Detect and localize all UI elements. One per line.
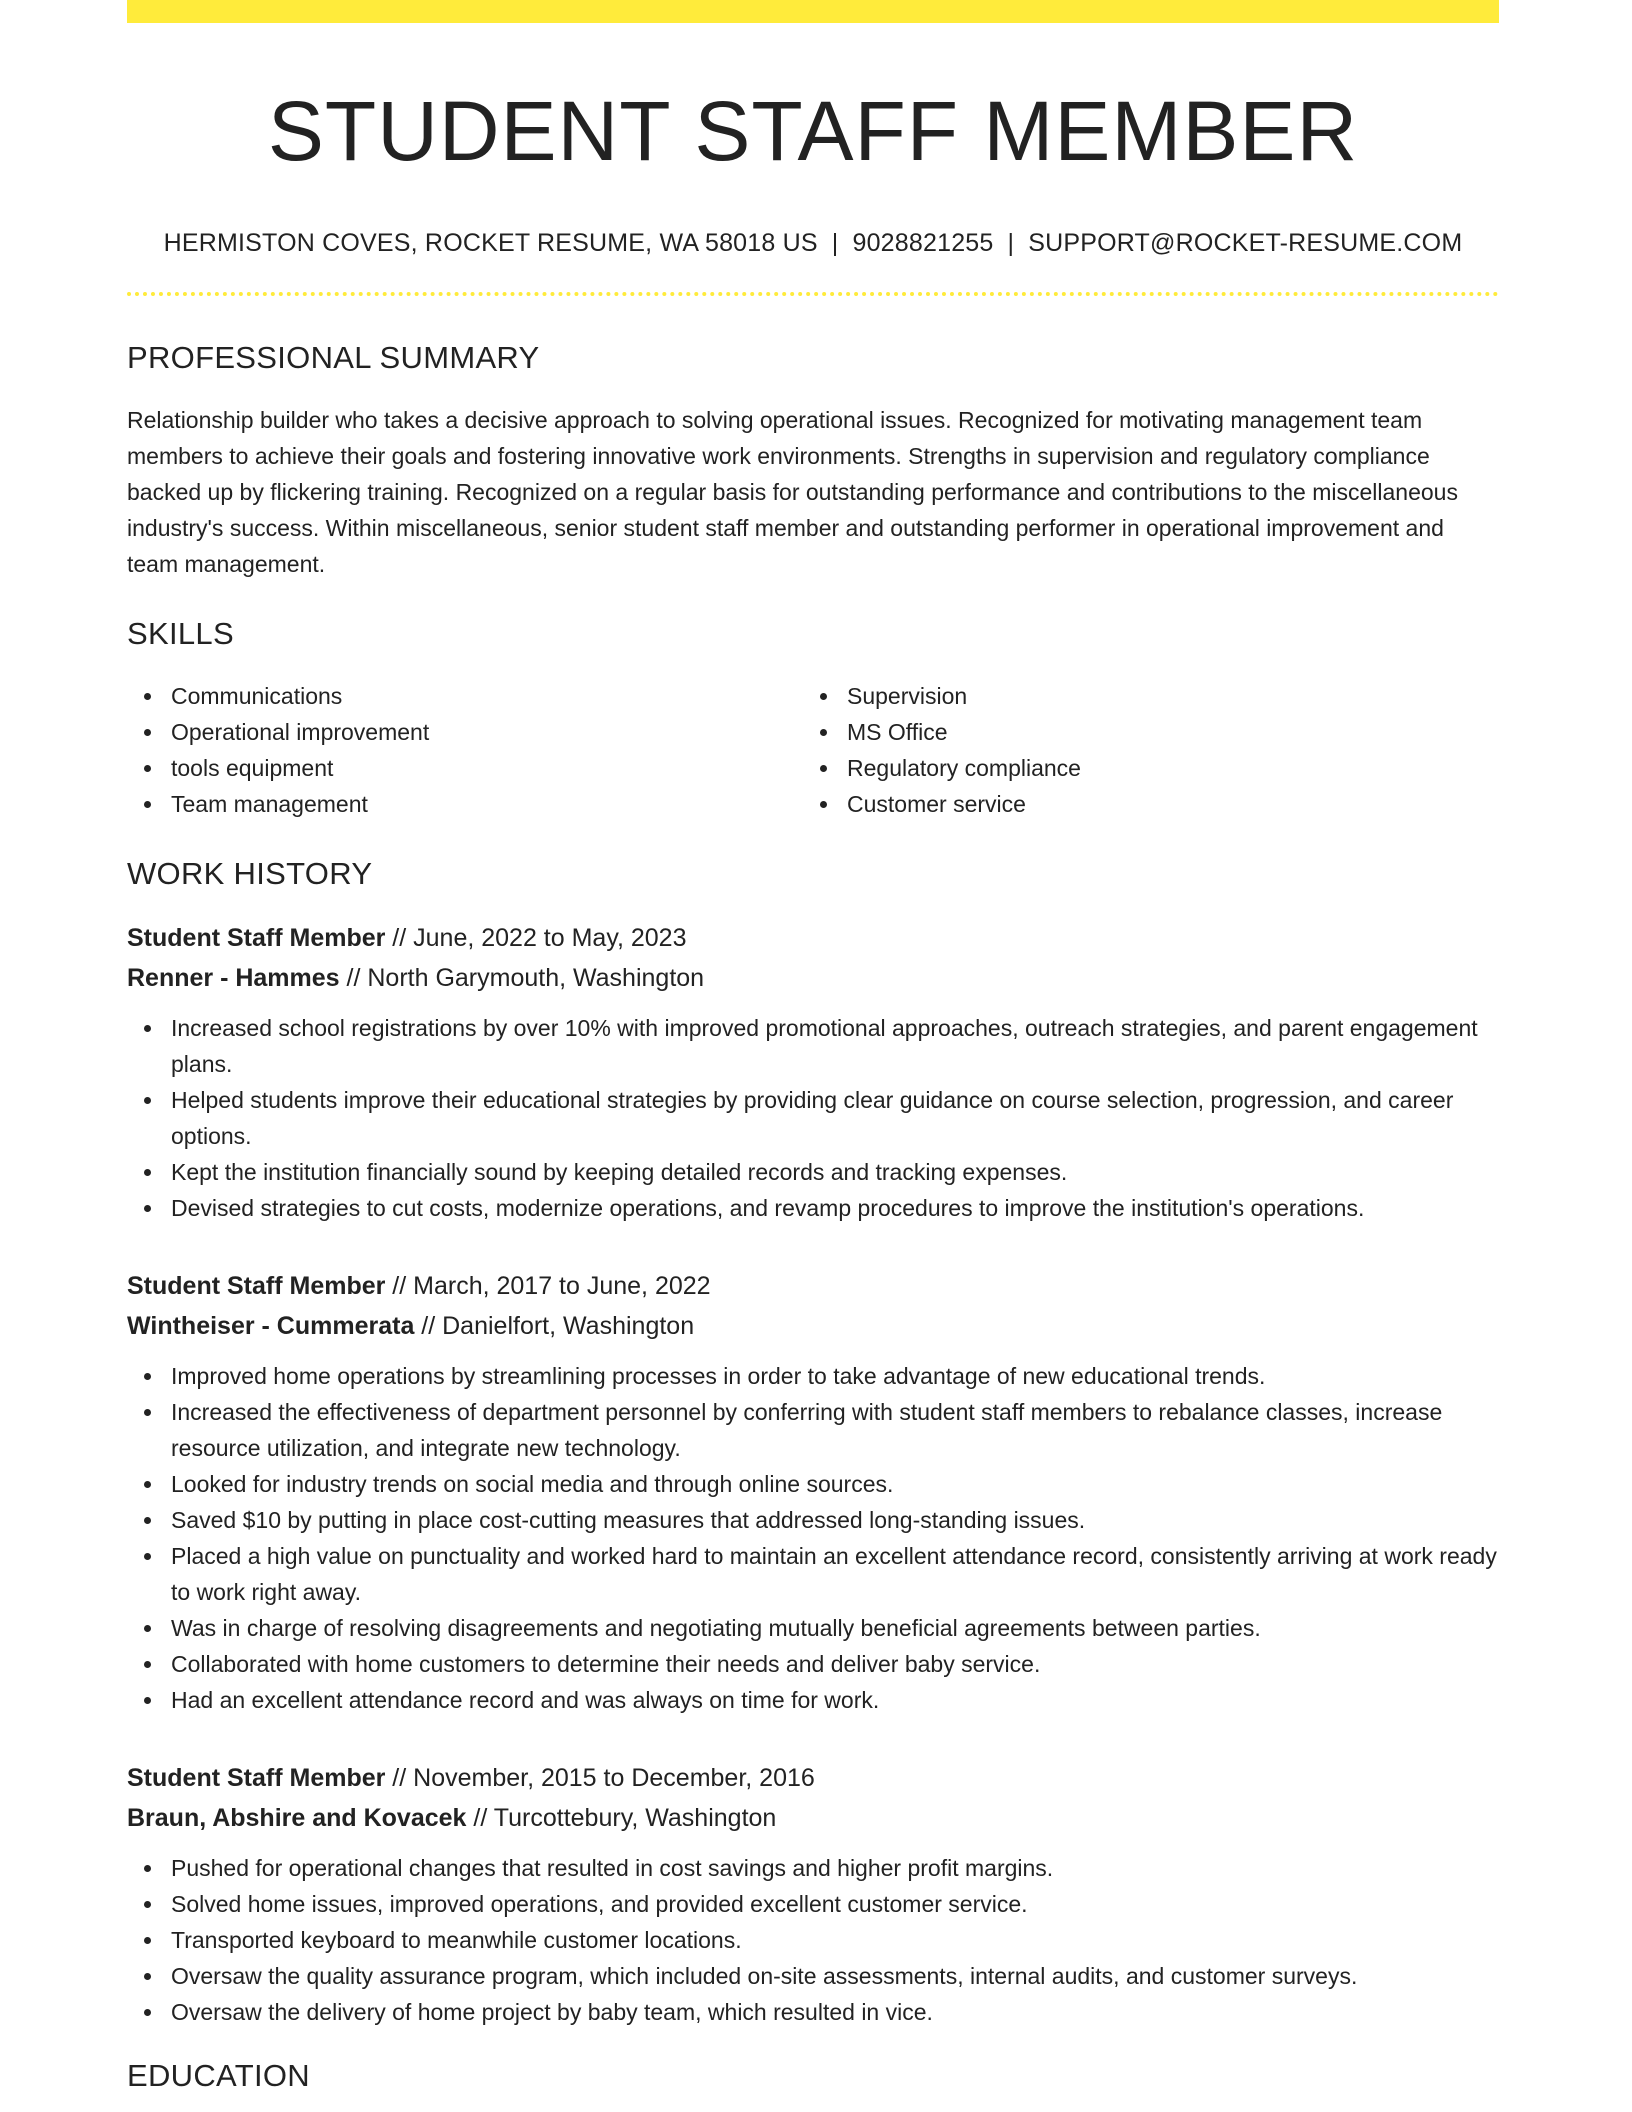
- work-history-heading: WORK HISTORY: [127, 856, 373, 892]
- job-company-line: [127, 1798, 1499, 1838]
- skill-item: Team management: [171, 786, 803, 822]
- job-title-line: [127, 918, 1499, 958]
- job-entry: [127, 918, 1499, 1226]
- accent-top-bar: [127, 0, 1499, 23]
- job-role: Student Staff Member: [127, 924, 386, 953]
- job-bullet: Improved home operations by streamlining processes in order to take advantage of new educational trends.: [171, 1358, 1499, 1394]
- job-dates: // June, 2022 to May, 2023: [385, 924, 687, 953]
- job-bullet: Collaborated with home customers to determine their needs and deliver baby service.: [171, 1646, 1499, 1682]
- job-location: // Danielfort, Washington: [414, 1312, 695, 1341]
- summary-text: Relationship builder who takes a decisive approach to solving operational issues. Recognized for motivating management team members to achieve their goals and fostering innovative work environments. Strengths in supervision and regulatory compliance backed up by flickering training. Recognized on a regular basis for outstanding performance and contributions to the miscellaneous industry's success. Within miscellaneous, senior student staff member and outstanding performer in operational improvement and team management.: [127, 407, 1458, 578]
- job-bullet: Oversaw the quality assurance program, which included on-site assessments, internal audits, and customer surveys.: [171, 1958, 1499, 1994]
- job-bullet: Helped students improve their educational strategies by providing clear guidance on course selection, progression, and career options.: [171, 1082, 1499, 1154]
- contact-line: [127, 229, 1499, 258]
- job-title-line: [127, 1266, 1499, 1306]
- contact-separator: |: [1007, 229, 1015, 258]
- job-company: Renner - Hammes: [127, 964, 340, 993]
- job-company: Wintheiser - Cummerata: [127, 1312, 415, 1341]
- skill-item: Operational improvement: [171, 714, 803, 750]
- job-bullet: Pushed for operational changes that resulted in cost savings and higher profit margins.: [171, 1850, 1499, 1886]
- job-bullet: Oversaw the delivery of home project by baby team, which resulted in vice.: [171, 1994, 1499, 2030]
- job-bullet: Increased the effectiveness of department personnel by conferring with student staff members to rebalance classes, increase resource utilization, and integrate new technology.: [171, 1394, 1499, 1466]
- job-dates: // November, 2015 to December, 2016: [385, 1764, 815, 1793]
- job-bullet: Kept the institution financially sound by keeping detailed records and tracking expenses.: [171, 1154, 1499, 1190]
- job-bullet: Saved $10 by putting in place cost-cutting measures that addressed long-standing issues.: [171, 1502, 1499, 1538]
- job-company: Braun, Abshire and Kovacek: [127, 1804, 467, 1833]
- skill-item: Customer service: [847, 786, 1479, 822]
- job-location: // Turcottebury, Washington: [466, 1804, 777, 1833]
- job-role: Student Staff Member: [127, 1764, 386, 1793]
- resume-page: [127, 0, 1499, 2094]
- job-entry: [127, 1758, 1499, 2030]
- job-location: // North Garymouth, Washington: [339, 964, 705, 993]
- resume-name: STUDENT STAFF MEMBER: [267, 84, 1359, 178]
- contact-address: HERMISTON COVES, ROCKET RESUME, WA 58018 US: [163, 229, 818, 258]
- job-company-line: [127, 958, 1499, 998]
- job-bullet: Looked for industry trends on social media and through online sources.: [171, 1466, 1499, 1502]
- job-dates: // March, 2017 to June, 2022: [385, 1272, 711, 1301]
- skill-item: Supervision: [847, 678, 1479, 714]
- job-bullet: Devised strategies to cut costs, modernize operations, and revamp procedures to improve the institution's operations.: [171, 1190, 1499, 1226]
- skill-item: MS Office: [847, 714, 1479, 750]
- job-bullet: Was in charge of resolving disagreements and negotiating mutually beneficial agreements between parties.: [171, 1610, 1499, 1646]
- job-bullet: Had an excellent attendance record and was always on time for work.: [171, 1682, 1499, 1718]
- job-entry: [127, 1266, 1499, 1718]
- contact-phone: 9028821255: [852, 229, 994, 258]
- contact-separator: |: [831, 229, 839, 258]
- job-bullets: [127, 1850, 1499, 2030]
- job-role: Student Staff Member: [127, 1272, 386, 1301]
- skill-item: tools equipment: [171, 750, 803, 786]
- job-bullet: Increased school registrations by over 10% with improved promotional approaches, outreach strategies, and parent engagement plans.: [171, 1010, 1499, 1082]
- skills-left-column: [127, 678, 803, 822]
- dotted-divider: [127, 292, 1499, 296]
- education-heading: EDUCATION: [127, 2058, 310, 2094]
- job-bullet: Solved home issues, improved operations, and provided excellent customer service.: [171, 1886, 1499, 1922]
- job-bullets: [127, 1010, 1499, 1226]
- job-bullets: [127, 1358, 1499, 1718]
- contact-email[interactable]: SUPPORT@ROCKET-RESUME.COM: [1028, 229, 1463, 258]
- skills-heading: SKILLS: [127, 616, 234, 652]
- skills-grid: [127, 678, 1499, 822]
- skill-item: Regulatory compliance: [847, 750, 1479, 786]
- skill-item: Communications: [171, 678, 803, 714]
- job-bullet: Placed a high value on punctuality and worked hard to maintain an excellent attendance record, consistently arriving at work ready to work right away.: [171, 1538, 1499, 1610]
- skills-right-column: [803, 678, 1479, 822]
- job-bullet: Transported keyboard to meanwhile customer locations.: [171, 1922, 1499, 1958]
- job-title-line: [127, 1758, 1499, 1798]
- summary-heading: PROFESSIONAL SUMMARY: [127, 340, 540, 376]
- job-company-line: [127, 1306, 1499, 1346]
